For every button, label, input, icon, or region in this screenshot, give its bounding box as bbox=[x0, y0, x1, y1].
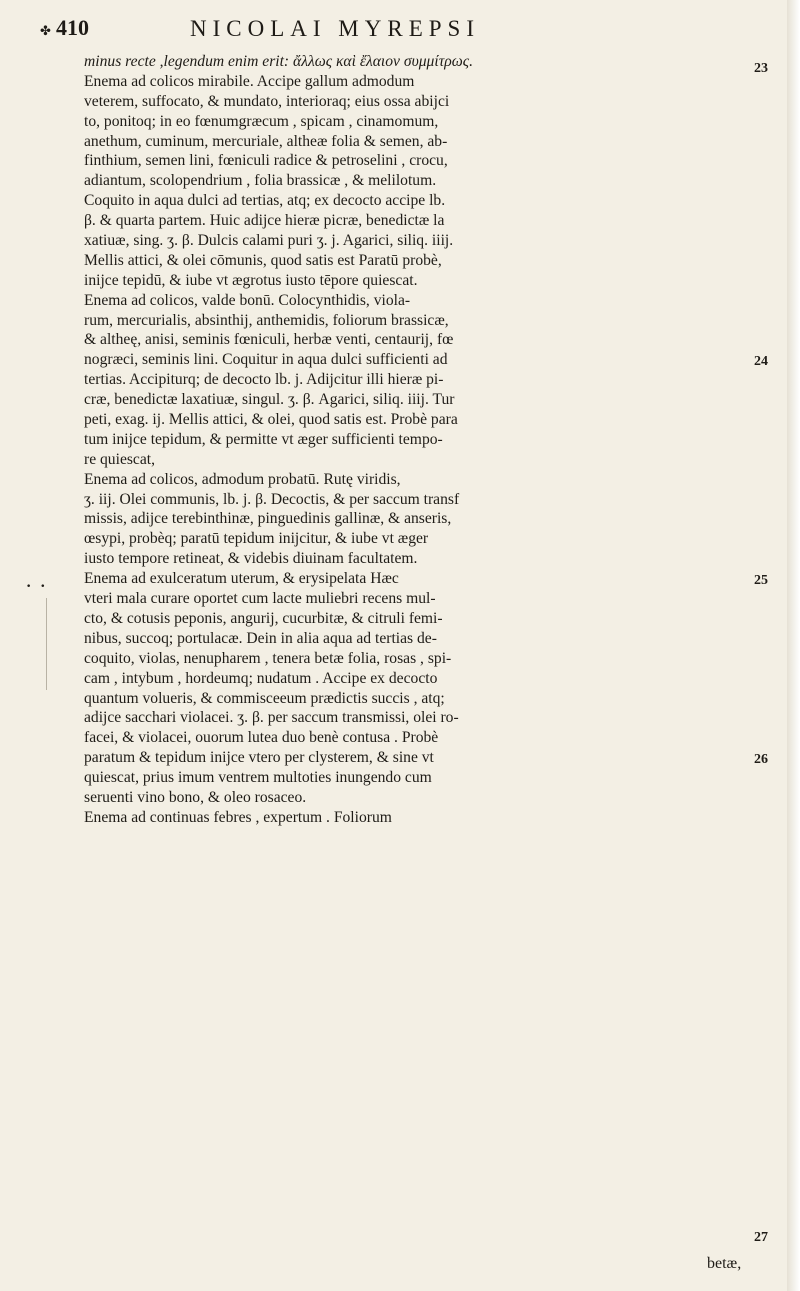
text-line: missis, adijce terebinthinæ, pinguedinis gallinæ, & anseris, bbox=[84, 510, 452, 528]
text-line: & altheę, anisi, seminis fœniculi, herbæ venti, centaurij, fœ bbox=[84, 331, 454, 349]
text-line: tertias. Accipiturq; de decocto lb. j. Adijcitur illi hieræ pi- bbox=[84, 371, 444, 389]
text-line: nibus, succoq; portulacæ. Dein in alia aqua ad tertias de- bbox=[84, 629, 437, 647]
text-line: cræ, benedictæ laxatiuæ, singul. ʒ. β. Agarici, siliq. iiij. Tur bbox=[84, 391, 455, 409]
text-line: adijce sacchari violacei. ʒ. β. per saccum transmissi, olei ro- bbox=[84, 709, 459, 727]
text-line: anethum, cuminum, mercuriale, altheæ folia & semen, ab- bbox=[84, 132, 448, 150]
text-line: coquito, violas, nenupharem , tenera betæ folia, rosas , spi- bbox=[84, 649, 452, 667]
text-line: β. & quarta partem. Huic adijce hieræ picræ, benedictæ la bbox=[84, 212, 445, 230]
recipe-number: 24 bbox=[754, 354, 768, 369]
text-line: tum inijce tepidum, & permitte vt æger sufficienti tempo- bbox=[84, 430, 443, 448]
recipe-number: 23 bbox=[754, 61, 768, 76]
text-line: cto, & cotusis peponis, angurij, cucurbitæ, & citruli femi- bbox=[84, 609, 443, 627]
text-line: œsypi, probèq; paratū tepidum inijcitur, & iube vt æger bbox=[84, 530, 429, 548]
page-gutter bbox=[787, 0, 800, 1291]
recipe-number: 25 bbox=[754, 573, 768, 588]
page-number: 410 bbox=[56, 15, 89, 40]
margin-bullets: • • bbox=[26, 582, 49, 592]
margin-rule bbox=[46, 598, 47, 690]
recipe-number: 27 bbox=[754, 1230, 768, 1245]
text-line: inijce tepidū, & iube vt ægrotus iusto tēpore quiescat. bbox=[84, 271, 418, 289]
text-line: vteri mala curare oportet cum lacte muliebri recens mul- bbox=[84, 590, 436, 608]
text-line: Enema ad colicos mirabile. Accipe gallum admodum bbox=[84, 72, 415, 90]
text-line: cam , intybum , hordeumq; nudatum . Accipe ex decocto bbox=[84, 669, 438, 687]
text-line: adiantum, scolopendrium , folia brassicæ , & melilotum. bbox=[84, 172, 437, 190]
text-line: Enema ad continuas febres , expertum . Foliorum bbox=[84, 808, 392, 826]
text-line: rum, mercurialis, absinthij, anthemidis, foliorum brassicæ, bbox=[84, 311, 449, 329]
text-line: iusto tempore retineat, & videbis diuinam facultatem. bbox=[84, 550, 418, 568]
text-line: re quiescat, bbox=[84, 450, 156, 468]
text-line: minus recte ,legendum enim erit: ἄλλως καὶ ἔλαιον συμμίτρως. bbox=[84, 53, 474, 70]
text-line: Enema ad exulceratum uterum, & erysipelata Hæc bbox=[84, 570, 399, 588]
text-line: facei, & violacei, ouorum lutea duo benè contusa . Probè bbox=[84, 729, 439, 747]
text-line: finthium, semen lini, fœniculi radice & petroselini , crocu, bbox=[84, 152, 448, 170]
text-line: peti, exag. ij. Mellis attici, & olei, quod satis est. Probè para bbox=[84, 411, 458, 429]
text-line: xatiuæ, sing. ʒ. β. Dulcis calami puri ʒ. j. Agarici, siliq. iiij. bbox=[84, 232, 454, 250]
text-line: paratum & tepidum inijce vtero per clysterem, & sine vt bbox=[84, 749, 434, 767]
text-line: veterem, suffocato, & mundato, interioraq; eius ossa abijci bbox=[84, 92, 450, 110]
text-line: Mellis attici, & olei cōmunis, quod satis est Paratū probè, bbox=[84, 251, 442, 269]
text-line: quiescat, prius imum ventrem multoties inungendo cum bbox=[84, 769, 432, 787]
catchword: betæ, bbox=[707, 1255, 742, 1272]
text-line: Enema ad colicos, admodum probatū. Rutę viridis, bbox=[84, 470, 401, 488]
text-line: nogræci, seminis lini. Coquitur in aqua dulci sufficienti ad bbox=[84, 351, 448, 369]
fleuron-icon: ✤ bbox=[40, 24, 51, 39]
page-title: NICOLAI MYREPSI bbox=[190, 16, 480, 41]
text-line: ʒ. iij. Olei communis, lb. j. β. Decoctis, & per saccum transf bbox=[84, 490, 460, 508]
text-line: quantum volueris, & commisceeum prædictis succis , atq; bbox=[84, 689, 445, 707]
text-line: Enema ad colicos, valde bonū. Colocynthidis, viola- bbox=[84, 291, 411, 309]
recipe-number: 26 bbox=[754, 752, 768, 767]
text-line: seruenti vino bono, & oleo rosaceo. bbox=[84, 788, 307, 806]
text-line: to, ponitoq; in eo fœnumgræcum , spicam , cinamomum, bbox=[84, 112, 439, 130]
text-line: Coquito in aqua dulci ad tertias, atq; ex decocto accipe lb. bbox=[84, 192, 446, 210]
